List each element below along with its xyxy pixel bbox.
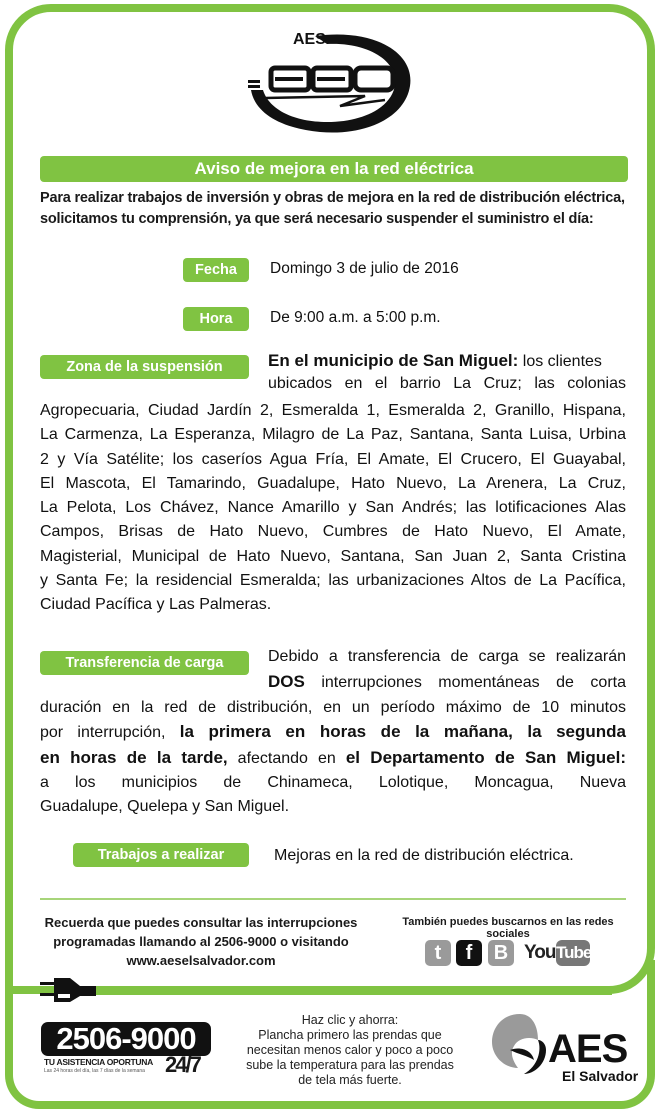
transferencia-label: Transferencia de carga bbox=[40, 651, 249, 675]
zona-lead-bold: En el municipio de San Miguel: bbox=[268, 351, 519, 370]
contact-line: Recuerda que puedes consultar las interrupciones bbox=[44, 915, 358, 930]
notice-title: Aviso de mejora en la red eléctrica bbox=[40, 156, 628, 182]
tip-line: necesitan menos calor y poco a poco bbox=[246, 1043, 454, 1057]
transferencia-line: Debido a transferencia de carga se realizarán bbox=[268, 648, 626, 665]
phone-tagline: TU ASISTENCIA OPORTUNA bbox=[44, 1057, 153, 1067]
fecha-label: Fecha bbox=[183, 258, 249, 282]
zona-line: La Carmenza, La Esperanza, Milagro de La Paz, Santana, Santa Luisa, Urbina bbox=[40, 426, 626, 444]
fecha-value: Domingo 3 de julio de 2016 bbox=[270, 260, 459, 277]
trabajos-value: Mejoras en la red de distribución eléctrica. bbox=[274, 847, 574, 864]
transferencia-line: a los municipios de Chinameca, Lolotique, Moncagua, Nueva bbox=[40, 773, 626, 791]
twitter-icon[interactable]: t bbox=[425, 940, 451, 966]
transferencia-dos: DOS bbox=[268, 672, 305, 691]
hora-label: Hora bbox=[183, 307, 249, 331]
tip-line: Haz clic y ahorra: bbox=[301, 1013, 399, 1027]
transferencia-line: duración en la red de distribución, en un período máximo de 10 minutos bbox=[40, 699, 626, 716]
youtube-icon[interactable]: You Tube bbox=[524, 940, 590, 966]
transferencia-line5-bold2: el Departamento de San Miguel: bbox=[345, 747, 626, 767]
phone-subtag: Las 24 horas del día, las 7 días de la semana bbox=[44, 1068, 145, 1074]
logo-aes-text: AES bbox=[293, 31, 326, 48]
zona-line: ubicados en el barrio La Cruz; las colonias bbox=[268, 375, 626, 392]
transferencia-line bbox=[268, 672, 626, 692]
zona-line: y Santa Fe; la residencial Esmeralda; las urbanizaciones Altos de La Pacífica, bbox=[40, 572, 626, 590]
zona-line: Magisterial, Municipal de Hato Nuevo, Santana, San Juan 2, Santa Cristina bbox=[40, 547, 626, 565]
trabajos-label: Trabajos a realizar bbox=[73, 843, 249, 867]
zona-lead-rest: los clientes bbox=[518, 353, 602, 370]
aes-brand: AES bbox=[548, 1027, 628, 1071]
phone-247: 24/7 bbox=[165, 1052, 200, 1077]
transferencia-line5-mid: afectando en bbox=[227, 749, 346, 767]
phone-number[interactable]: 2506-9000 bbox=[41, 1022, 211, 1056]
tip-line: de tela más fuerte. bbox=[298, 1073, 402, 1087]
social-label: También puedes buscarnos en las redes sociales bbox=[402, 916, 614, 940]
intro-line: solicitamos tu comprensión, ya que será necesario suspender el suministro el día: bbox=[40, 211, 594, 227]
zona-line: 2 y Vía Satélite; los caseríos Agua Fría, El Amate, El Crucero, El Guayabal, bbox=[40, 450, 626, 468]
zona-line: Agropecuaria, Ciudad Jardín 2, Esmeralda 1, Esmeralda 2, Granillo, Hispana, bbox=[40, 402, 626, 419]
tip-line: Plancha primero las prendas que bbox=[258, 1028, 442, 1042]
contact-info bbox=[40, 913, 362, 970]
transferencia-line bbox=[40, 720, 626, 745]
transferencia-body bbox=[40, 696, 626, 819]
intro-line: Para realizar trabajos de inversión y obras de mejora en la red de distribución eléctrica, bbox=[40, 190, 625, 206]
zona-body bbox=[40, 399, 626, 618]
eeo-logo-icon bbox=[245, 28, 415, 138]
aes-country: El Salvador bbox=[562, 1068, 639, 1084]
energy-tip bbox=[225, 1013, 475, 1088]
zona-line: El Mascota, El Tamarindo, Guadalupe, Hato Nuevo, La Arenera, La Cruz, bbox=[40, 474, 626, 492]
section-divider bbox=[40, 898, 626, 900]
tip-line: sube la temperatura para las prendas bbox=[246, 1058, 454, 1072]
transferencia-line4-bold: la primera en horas de la mañana, la segunda bbox=[179, 722, 627, 742]
zona-label: Zona de la suspensión bbox=[40, 355, 249, 379]
zona-line: Campos, Brisas de Hato Nuevo, Cumbres de Hato Nuevo, El Amate, bbox=[40, 523, 626, 541]
blogger-icon[interactable]: B bbox=[488, 940, 514, 966]
contact-line: programadas llamando al 2506-9000 o visitando bbox=[53, 934, 349, 949]
zona-line: Ciudad Pacífica y Las Palmeras. bbox=[40, 596, 272, 614]
facebook-icon[interactable]: f bbox=[456, 940, 482, 966]
frame-gap bbox=[13, 994, 573, 1004]
plug-icon bbox=[40, 976, 96, 1004]
hora-value: De 9:00 a.m. a 5:00 p.m. bbox=[270, 309, 441, 326]
zona-line: La Pelota, Los Chávez, Nance Amarillo y San Andrés; las lotificaciones Alas bbox=[40, 499, 626, 517]
plug-cable bbox=[92, 987, 612, 995]
transferencia-line bbox=[40, 746, 626, 771]
transferencia-line4-pre: por interrupción, bbox=[40, 724, 180, 742]
zona-lead bbox=[268, 351, 602, 371]
transferencia-line: Guadalupe, Quelepa y San Miguel. bbox=[40, 798, 290, 816]
transferencia-line5-bold: en horas de la tarde, bbox=[40, 747, 228, 767]
intro-text bbox=[40, 188, 630, 230]
transferencia-line2-rest: interrupciones momentáneas de corta bbox=[304, 674, 626, 691]
website-link[interactable]: www.aeselsalvador.com bbox=[126, 953, 276, 968]
